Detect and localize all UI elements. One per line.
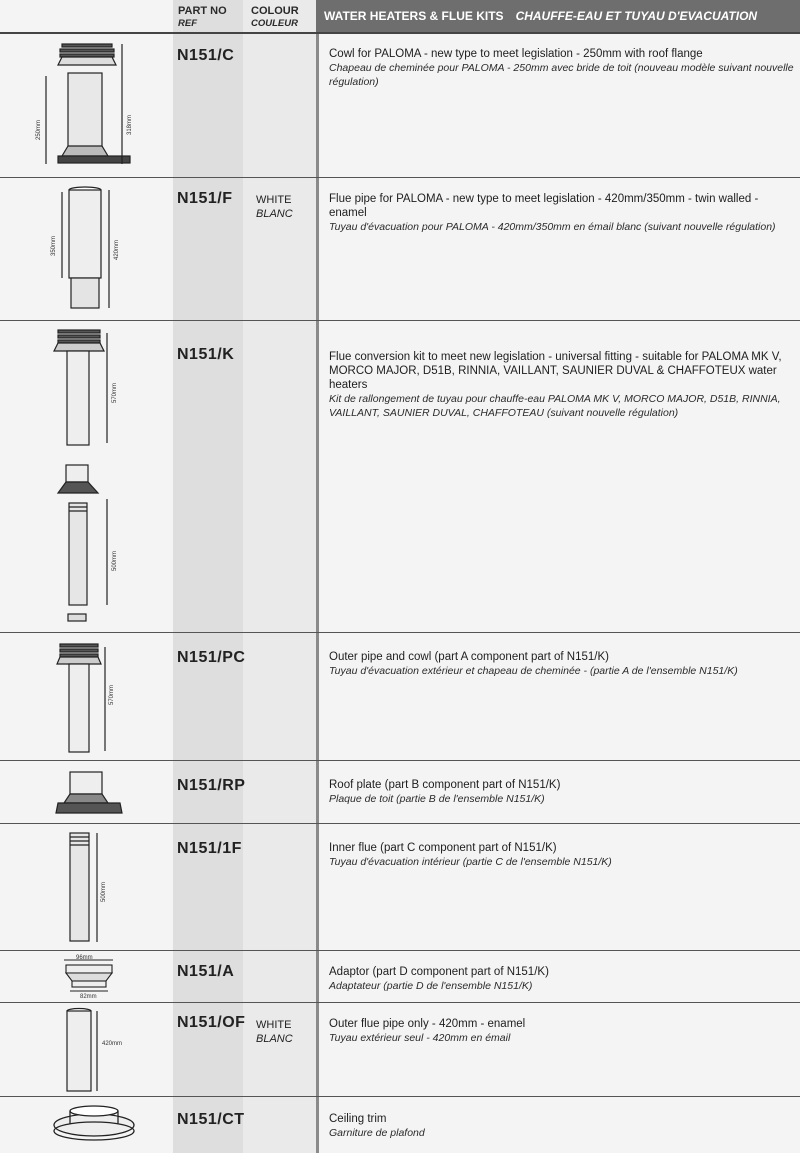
dimension-label: 96mm xyxy=(76,955,93,961)
part-number: N151/RP xyxy=(177,777,246,794)
flue-pipe-illustration xyxy=(0,178,170,320)
part-number: N151/F xyxy=(177,190,233,207)
product-description: Roof plate (part B component part of N151/K) Plaque de toit (partie B de l'ensemble N151/K) xyxy=(329,779,561,805)
product-description: Outer pipe and cowl (part A component part of N151/K) Tuyau d'évacuation extérieur et chapeau de cheminée - (partie A de l'ensemble N151/K) xyxy=(329,651,738,677)
conversion-kit-illustration xyxy=(0,321,170,632)
product-description: Adaptor (part D component part of N151/K) Adaptateur (partie D de l'ensemble N151/K) xyxy=(329,966,549,992)
dimension-label: 570mm xyxy=(112,382,118,403)
product-description: Cowl for PALOMA - new type to meet legislation - 250mm with roof flange Chapeau de cheminée pour PALOMA - 250mm avec bride de toit (nouveau modèle suivant nouvelle régulation) xyxy=(329,48,794,88)
dimension-label: 82mm xyxy=(80,994,97,1000)
adaptor-illustration xyxy=(0,951,170,1002)
cowl-illustration xyxy=(0,0,170,177)
product-description: Flue conversion kit to meet new legislation - universal fitting - suitable for PALOMA MK V, MORCO MAJOR, D51B, RINNIA, VAILLANT, SAUNIER DUVAL & CHAFFOTEUX water heaters Kit de rallongement de tuyau pour chauffe-eau PALOMA MK V, MORCO MAJOR, D51B, RINNIA, VAILLANT, SAUNIER DUVAL, CHAFFOTEAU (suivant nouvelle régulation) xyxy=(329,351,782,419)
part-number: N151/C xyxy=(177,47,235,64)
outer-flue-pipe-illustration xyxy=(0,1003,170,1096)
dimension-label: 250mm xyxy=(36,119,42,140)
product-description: Flue pipe for PALOMA - new type to meet legislation - 420mm/350mm - twin walled - enamel Tuyau d'évacuation pour PALOMA - 420mm/350mm en émail blanc (suivant nouvelle régulation) xyxy=(329,193,776,233)
dimension-label: 420mm xyxy=(102,1041,123,1047)
colour-column-band xyxy=(243,0,316,1153)
page-title: WATER HEATERS & FLUE KITS CHAUFFE-EAU ET TUYAU D'EVACUATION xyxy=(324,9,758,23)
dimension-label: 500mm xyxy=(112,550,118,571)
part-number: N151/OF xyxy=(177,1014,246,1031)
dimension-label: 570mm xyxy=(109,684,115,705)
dimension-label: 500mm xyxy=(101,881,107,902)
outer-pipe-cowl-illustration xyxy=(0,633,170,760)
part-no-header: PART NO REF xyxy=(178,5,227,29)
dimension-label: 350mm xyxy=(51,235,57,256)
product-description: Ceiling trim Garniture de plafond xyxy=(329,1113,425,1139)
part-number: N151/PC xyxy=(177,649,246,666)
column-separator xyxy=(316,0,319,1153)
dimension-label: 318mm xyxy=(127,114,133,135)
part-number: N151/CT xyxy=(177,1111,245,1128)
colour-value: WHITE BLANC xyxy=(256,1019,293,1045)
inner-flue-illustration xyxy=(0,824,170,950)
product-description: Outer flue pipe only - 420mm - enamel Tuyau extérieur seul - 420mm en émail xyxy=(329,1018,526,1044)
ceiling-trim-illustration xyxy=(0,1097,170,1153)
colour-header: COLOUR COULEUR xyxy=(251,5,299,29)
part-number: N151/A xyxy=(177,963,235,980)
part-number: N151/K xyxy=(177,346,235,363)
colour-value: WHITE BLANC xyxy=(256,194,293,220)
product-description: Inner flue (part C component part of N151/K) Tuyau d'évacuation intérieur (partie C de l'ensemble N151/K) xyxy=(329,842,612,868)
part-number: N151/1F xyxy=(177,840,242,857)
roof-plate-illustration xyxy=(0,761,170,823)
dimension-label: 420mm xyxy=(114,239,120,260)
